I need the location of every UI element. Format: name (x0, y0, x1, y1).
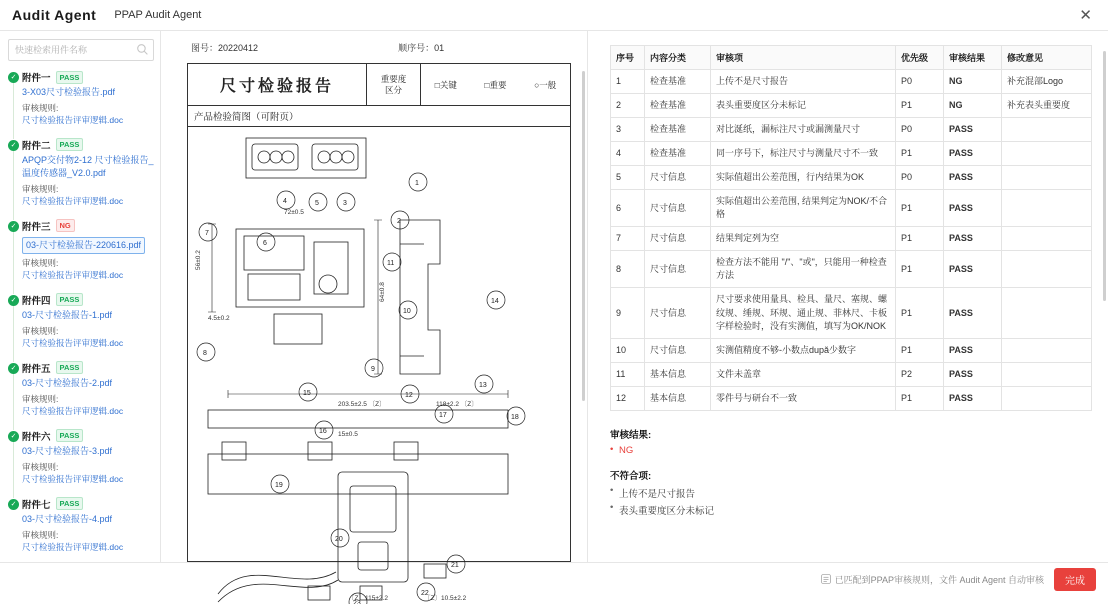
attachment-list (8, 70, 154, 565)
app-header (0, 0, 1108, 31)
col-priority: 优先级 (896, 46, 944, 70)
attachment-item[interactable] (8, 293, 154, 361)
check-icon: ✓ (8, 72, 19, 83)
option-general[interactable]: ○一般 (534, 79, 557, 90)
cell-priority: P0 (896, 166, 944, 190)
svg-text:11: 11 (387, 260, 395, 267)
table-row (611, 338, 1092, 362)
document-viewer[interactable] (161, 31, 588, 604)
attachment-item[interactable] (8, 219, 154, 293)
document-titlebar (188, 64, 570, 106)
status-badge: PASS (56, 293, 84, 306)
svg-text:23: 23 (353, 600, 361, 604)
importance-label: 重要度 区分 (366, 64, 420, 105)
attachment-file-name[interactable]: 03-尺寸检验报告-2.pdf (22, 377, 113, 388)
table-row (611, 118, 1092, 142)
cell-comment (1002, 386, 1092, 410)
attachment-file-name[interactable]: 3-X03尺寸检验报告.pdf (22, 87, 116, 97)
svg-text:4: 4 (283, 198, 287, 205)
cell-index: 3 (611, 118, 645, 142)
table-row (611, 362, 1092, 386)
cell-index: 9 (611, 288, 645, 338)
cell-comment (1002, 288, 1092, 338)
table-row (611, 70, 1092, 94)
cell-index: 11 (611, 362, 645, 386)
technical-drawing (188, 124, 570, 604)
cell-audit-item: 上传不是尺寸报告 (711, 70, 896, 94)
attachment-item[interactable] (8, 497, 154, 565)
cell-priority: P1 (896, 190, 944, 227)
footer-note (821, 573, 1044, 586)
check-icon: ✓ (8, 140, 19, 151)
rule-title: 审核规则: (22, 257, 59, 268)
audit-panel (588, 31, 1108, 562)
cell-priority: P1 (896, 142, 944, 166)
cell-index: 10 (611, 338, 645, 362)
document-subtitle: 产品检验简图（可附页） (188, 106, 570, 127)
status-badge: PASS (56, 71, 84, 84)
document-meta (161, 31, 587, 60)
attachment-file-name[interactable]: 03-尺寸检验报告-3.pdf (22, 445, 113, 456)
svg-text:21: 21 (451, 562, 459, 569)
svg-text:19: 19 (275, 482, 283, 489)
cell-result: PASS (944, 190, 1002, 227)
cell-comment (1002, 166, 1092, 190)
cell-category: 检查基准 (645, 70, 711, 94)
attachment-header (22, 70, 154, 84)
cell-index: 8 (611, 251, 645, 288)
attachment-item[interactable] (8, 138, 154, 219)
svg-text:4.5±0.2: 4.5±0.2 (208, 315, 230, 322)
footer-note-text: 已匹配到PPAP审核规则，文件 Audit Agent 自动审核 (834, 574, 1044, 585)
search-box (8, 39, 154, 61)
svg-text:7: 7 (205, 230, 209, 237)
col-audit-item: 审核项 (711, 46, 896, 70)
importance-options (420, 64, 570, 105)
table-row (611, 166, 1092, 190)
attachment-header (22, 429, 154, 443)
cell-index: 6 (611, 190, 645, 227)
cell-index: 4 (611, 142, 645, 166)
cell-result: PASS (944, 142, 1002, 166)
cell-priority: P1 (896, 288, 944, 338)
cell-category: 基本信息 (645, 386, 711, 410)
cell-audit-item: 结果判定列为空 (711, 227, 896, 251)
cell-category: 尺寸信息 (645, 166, 711, 190)
check-icon: ✓ (8, 221, 19, 232)
svg-text:203.5±2.5 〔Z〕: 203.5±2.5 〔Z〕 (338, 401, 386, 408)
table-row (611, 142, 1092, 166)
svg-text:〔Z〕115±2.2: 〔Z〕115±2.2 (348, 595, 388, 602)
rule-title: 审核规则: (22, 103, 59, 114)
svg-text:5: 5 (315, 200, 319, 207)
cell-comment (1002, 118, 1092, 142)
cell-comment: 补充混部Logo (1002, 70, 1092, 94)
search-icon[interactable] (136, 43, 149, 56)
cell-priority: P1 (896, 338, 944, 362)
svg-text:2: 2 (397, 218, 401, 225)
rule-file-name[interactable]: 尺寸检验报告评审逻辑.doc (22, 115, 124, 126)
cell-audit-item: 实际值超出公差范围, 结果判定为NOK/不合格 (711, 190, 896, 227)
doc-sequence: 顺序号：01 (398, 43, 445, 53)
rule-file-name[interactable]: 尺寸检验报告评审逻辑.doc (22, 473, 124, 484)
cell-comment (1002, 190, 1092, 227)
cell-category: 检查基准 (645, 142, 711, 166)
cell-audit-item: 实际值超出公差范围，行内结果为OK (711, 166, 896, 190)
rule-file-name[interactable]: 尺寸检验报告评审逻辑.doc (22, 405, 124, 416)
cell-comment (1002, 227, 1092, 251)
audit-result-block (610, 427, 1090, 517)
cell-index: 1 (611, 70, 645, 94)
svg-text:56±0.2: 56±0.2 (195, 250, 202, 270)
rule-title: 审核规则: (22, 393, 59, 404)
attachment-file-name[interactable]: 03-尺寸检验报告-220616.pdf (22, 237, 145, 254)
option-key[interactable]: □关键 (434, 79, 457, 90)
attachment-label: 附件一 (22, 73, 51, 84)
svg-text:118±2.2 〔Z〕: 118±2.2 〔Z〕 (436, 401, 478, 408)
audit-result-title: 审核结果: (610, 429, 652, 441)
rule-title: 审核规则: (22, 461, 59, 472)
attachment-file-name[interactable]: 03-尺寸检验报告-1.pdf (22, 309, 113, 320)
table-header-row (611, 46, 1092, 70)
cell-category: 尺寸信息 (645, 251, 711, 288)
cell-result: PASS (944, 166, 1002, 190)
table-row (611, 288, 1092, 338)
cell-category: 尺寸信息 (645, 190, 711, 227)
option-major[interactable]: □重要 (484, 79, 507, 90)
status-badge: PASS (56, 497, 84, 510)
svg-text:15: 15 (303, 390, 311, 397)
table-row (611, 386, 1092, 410)
cell-audit-item: 表头重要度区分未标记 (711, 94, 896, 118)
svg-text:3: 3 (343, 200, 347, 207)
cell-comment (1002, 142, 1092, 166)
check-icon: ✓ (8, 363, 19, 374)
attachment-label: 附件六 (22, 431, 51, 443)
table-row (611, 190, 1092, 227)
attachment-label: 附件三 (22, 221, 51, 233)
cell-priority: P0 (896, 118, 944, 142)
cell-result: PASS (944, 386, 1002, 410)
page-title: Audit Agent (12, 7, 97, 23)
attachment-label: 附件二 (22, 140, 51, 152)
table-row (611, 94, 1092, 118)
rule-file-name[interactable]: 尺寸检验报告评审逻辑.doc (22, 269, 124, 280)
complete-button[interactable]: 完成 (1054, 568, 1096, 591)
svg-text:14: 14 (491, 298, 499, 305)
svg-text:17: 17 (439, 412, 447, 419)
nonconformity-title: 不符合项: (610, 470, 652, 482)
attachment-item[interactable] (8, 361, 154, 429)
svg-text:72±0.5: 72±0.5 (284, 209, 304, 216)
cell-comment (1002, 362, 1092, 386)
cell-audit-item: 尺寸要求使用量具、检具、量尺、塞规、螺纹规、缍规、环规、通止规、菲林尺、卡板字样检验时，没有实测值，填写为OK/NOK (711, 288, 896, 338)
audit-table (610, 45, 1092, 411)
svg-text:15±0.5: 15±0.5 (338, 431, 358, 438)
audit-scrollbar[interactable] (1103, 51, 1106, 301)
check-icon: ✓ (8, 499, 19, 510)
cell-audit-item: 同一序号下，标注尺寸与测量尺寸不一致 (711, 142, 896, 166)
cell-comment (1002, 338, 1092, 362)
check-icon: ✓ (8, 431, 19, 442)
rule-file-name[interactable]: 尺寸检验报告评审逻辑.doc (22, 196, 124, 207)
rule-title: 审核规则: (22, 184, 59, 195)
nonconformity-item: • 表头重要度区分未标记 (610, 503, 1090, 517)
attachment-header (22, 138, 154, 152)
col-index: 序号 (611, 46, 645, 70)
cell-result: PASS (944, 118, 1002, 142)
cell-result: NG (944, 94, 1002, 118)
audit-result-value: • NG (610, 445, 1090, 456)
svg-text:16: 16 (319, 428, 327, 435)
cell-audit-item: 文件未盖章 (711, 362, 896, 386)
header-subtitle: PPAP Audit Agent (114, 9, 202, 21)
cell-audit-item: 零件号与研台不一致 (711, 386, 896, 410)
attachment-header (22, 361, 154, 375)
cell-index: 2 (611, 94, 645, 118)
svg-text:9: 9 (371, 366, 375, 373)
attachment-item[interactable] (8, 70, 154, 138)
attachment-label: 附件七 (22, 499, 51, 511)
cell-index: 12 (611, 386, 645, 410)
cell-index: 5 (611, 166, 645, 190)
cell-result: PASS (944, 362, 1002, 386)
rule-file-name[interactable]: 尺寸检验报告评审逻辑.doc (22, 337, 124, 348)
cell-comment (1002, 251, 1092, 288)
svg-text:6: 6 (263, 240, 267, 247)
svg-text:22: 22 (421, 590, 429, 597)
info-icon (821, 574, 831, 584)
cell-category: 尺寸信息 (645, 288, 711, 338)
cell-category: 基本信息 (645, 362, 711, 386)
check-icon: ✓ (8, 295, 19, 306)
svg-text:1: 1 (415, 180, 419, 187)
rule-title: 审核规则: (22, 529, 59, 540)
search-input[interactable] (8, 39, 154, 61)
cell-category: 尺寸信息 (645, 338, 711, 362)
cell-result: NG (944, 70, 1002, 94)
cell-result: PASS (944, 288, 1002, 338)
attachment-file-name[interactable]: 03-尺寸检验报告-4.pdf (22, 513, 113, 524)
svg-text:13: 13 (479, 382, 487, 389)
cell-result: PASS (944, 227, 1002, 251)
col-result: 审核结果 (944, 46, 1002, 70)
attachment-label: 附件五 (22, 363, 51, 375)
svg-text:12: 12 (405, 392, 413, 399)
cell-category: 检查基准 (645, 94, 711, 118)
sidebar (0, 31, 161, 562)
attachment-header (22, 219, 154, 233)
nonconformity-list (610, 486, 1090, 517)
table-row (611, 251, 1092, 288)
status-badge: PASS (56, 429, 84, 442)
doc-number: 图号：20220412 (191, 43, 259, 53)
table-row (611, 227, 1092, 251)
cell-category: 尺寸信息 (645, 227, 711, 251)
cell-result: PASS (944, 251, 1002, 288)
cell-priority: P2 (896, 362, 944, 386)
rule-file-name[interactable]: 尺寸检验报告评审逻辑.doc (22, 541, 124, 552)
svg-text:10: 10 (403, 308, 411, 315)
cell-category: 检查基准 (645, 118, 711, 142)
cell-result: PASS (944, 338, 1002, 362)
close-icon[interactable]: ✕ (1079, 6, 1092, 24)
cell-audit-item: 实测值精度不够-小数点după少数字 (711, 338, 896, 362)
attachment-file-name[interactable]: APQP交付物2-12 尺寸检验报告_温度传感器_V2.0.pdf (22, 154, 154, 178)
cell-comment: 补充表头重要度 (1002, 94, 1092, 118)
nonconformity-item: • 上传不是尺寸报告 (610, 486, 1090, 500)
cell-audit-item: 对比涎纸，漏标注尺寸或漏测量尺寸 (711, 118, 896, 142)
attachment-header (22, 497, 154, 511)
cell-index: 7 (611, 227, 645, 251)
status-badge: NG (56, 219, 75, 232)
attachment-item[interactable] (8, 429, 154, 497)
viewer-scrollbar[interactable] (582, 71, 585, 401)
rule-title: 审核规则: (22, 325, 59, 336)
svg-text:64±0.8: 64±0.8 (379, 282, 386, 302)
cell-priority: P1 (896, 94, 944, 118)
document-title: 尺寸检验报告 (219, 78, 334, 95)
status-badge: PASS (56, 138, 84, 151)
attachment-label: 附件四 (22, 295, 51, 307)
svg-text:18: 18 (511, 414, 519, 421)
svg-text:8: 8 (203, 350, 207, 357)
cell-audit-item: 检查方法不能用 "/"、"或"，只能用一种检查方法 (711, 251, 896, 288)
status-badge: PASS (56, 361, 84, 374)
col-comment: 修改意见 (1002, 46, 1092, 70)
cell-priority: P1 (896, 386, 944, 410)
attachment-header (22, 293, 154, 307)
col-category: 内容分类 (645, 46, 711, 70)
cell-priority: P1 (896, 251, 944, 288)
svg-text:20: 20 (335, 536, 343, 543)
cell-priority: P0 (896, 70, 944, 94)
svg-text:〔Z〕10.5±2.2: 〔Z〕10.5±2.2 (424, 595, 467, 602)
document-sheet (187, 63, 571, 604)
cell-priority: P1 (896, 227, 944, 251)
